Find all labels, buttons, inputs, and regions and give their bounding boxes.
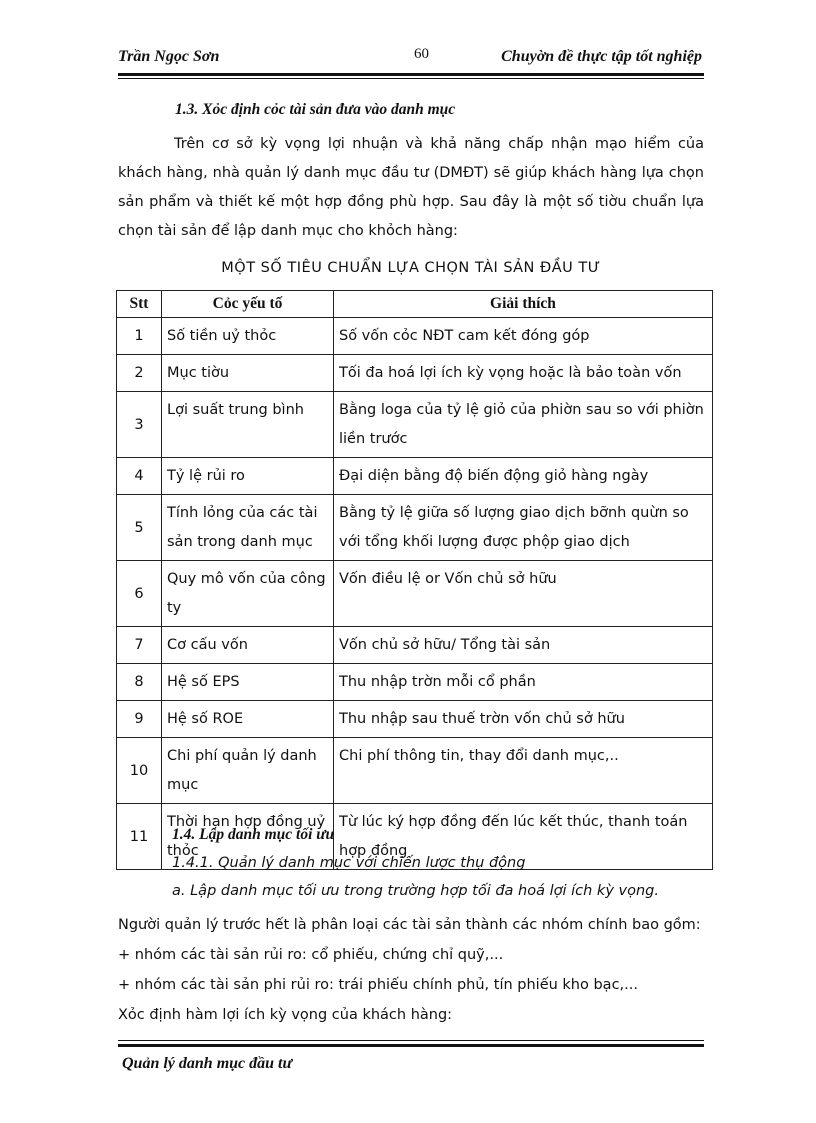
cell-stt: 11	[117, 804, 162, 870]
cell-explanation: Số vốn cỏc NĐT cam kết đóng góp	[334, 318, 713, 355]
cell-stt: 3	[117, 392, 162, 458]
cell-explanation: Từ lúc ký hợp đồng đến lúc kết thúc, thanh toán hợp đồng	[334, 804, 713, 870]
section-1-4-title: 1.4. Lập danh mục tối ưu	[172, 826, 335, 843]
cell-factor: Chi phí quản lý danh mục	[162, 738, 334, 804]
table-row	[117, 627, 713, 664]
cell-stt: 9	[117, 701, 162, 738]
cell-explanation: Bằng loga của tỷ lệ giỏ của phiờn sau so với phiờn liền trước	[334, 392, 713, 458]
table-row	[117, 355, 713, 392]
cell-stt: 4	[117, 458, 162, 495]
cell-explanation: Đại diện bằng độ biến động giỏ hàng ngày	[334, 458, 713, 495]
section-1-4-1-title: 1.4.1. Quản lý danh mục với chiến lược thụ động	[172, 855, 526, 871]
cell-factor: Hệ số ROE	[162, 701, 334, 738]
page-header	[118, 46, 702, 72]
cell-factor: Thời hạn hợp đồng uỷ thỏc	[162, 804, 334, 870]
footer-rule-thin	[118, 1040, 704, 1041]
header-factor: Cỏc yếu tố	[162, 291, 334, 318]
section-1-4-1-a-title: a. Lập danh mục tối ưu trong trường hợp tối đa hoá lợi ích kỳ vọng.	[172, 883, 659, 899]
header-rule-thin	[118, 78, 704, 79]
cell-explanation: Tối đa hoá lợi ích kỳ vọng hoặc là bảo toàn vốn	[334, 355, 713, 392]
header-author: Trần Ngọc Sơn	[118, 48, 220, 65]
header-doc-title: Chuyờn đề thực tập tốt nghiệp	[501, 48, 702, 65]
section-1-4-body	[118, 910, 704, 1030]
cell-factor: Số tiền uỷ thỏc	[162, 318, 334, 355]
cell-explanation: Vốn chủ sở hữu/ Tổng tài sản	[334, 627, 713, 664]
body-line: Xỏc định hàm lợi ích kỳ vọng của khách hàng:	[118, 1007, 453, 1023]
criteria-table	[116, 290, 713, 870]
header-stt: Stt	[117, 291, 162, 318]
table-row	[117, 392, 713, 458]
table-row	[117, 664, 713, 701]
cell-factor: Quy mô vốn của công ty	[162, 561, 334, 627]
body-line: + nhóm các tài sản phi rủi ro: trái phiếu chính phủ, tín phiếu kho bạc,...	[118, 977, 638, 993]
cell-explanation: Thu nhập sau thuế trờn vốn chủ sở hữu	[334, 701, 713, 738]
cell-explanation: Chi phí thông tin, thay đổi danh mục,..	[334, 738, 713, 804]
cell-factor: Cơ cấu vốn	[162, 627, 334, 664]
table-title: MỘT SỐ TIÊU CHUẨN LỰA CHỌN TÀI SẢN ĐẦU TƯ	[221, 260, 601, 276]
section-1-3-paragraph: Trên cơ sở kỳ vọng lợi nhuận và khả năng chấp nhận mạo hiểm của khách hàng, nhà quản lý danh mục đầu tư (DMĐT) sẽ giúp khách hàng lựa chọn sản phẩm và thiết kế một hợp đồng phù hợp. Sau đây là một số tiờu chuẩn lựa chọn tài sản để lập danh mục cho khỏch hàng:	[118, 136, 704, 239]
cell-stt: 2	[117, 355, 162, 392]
section-1-3-title: 1.3. Xỏc định cỏc tài sản đưa vào danh mục	[175, 101, 456, 118]
cell-explanation: Vốn điều lệ or Vốn chủ sở hữu	[334, 561, 713, 627]
table-row	[117, 561, 713, 627]
body-line: Người quản lý trước hết là phân loại các tài sản thành các nhóm chính bao gồm:	[118, 917, 701, 933]
body-line: + nhóm các tài sản rủi ro: cổ phiếu, chứng chỉ quỹ,...	[118, 947, 504, 963]
cell-explanation: Bằng tỷ lệ giữa số lượng giao dịch bỡnh quừn so với tổng khối lượng được phộp giao dịch	[334, 495, 713, 561]
cell-explanation: Thu nhập trờn mỗi cổ phần	[334, 664, 713, 701]
table-row	[117, 495, 713, 561]
cell-factor: Tính lỏng của các tài sản trong danh mục	[162, 495, 334, 561]
cell-stt: 5	[117, 495, 162, 561]
cell-stt: 7	[117, 627, 162, 664]
table-row	[117, 738, 713, 804]
table-row	[117, 458, 713, 495]
cell-stt: 1	[117, 318, 162, 355]
table-row	[117, 701, 713, 738]
cell-stt: 6	[117, 561, 162, 627]
header-rule-thick	[118, 73, 704, 76]
table-row	[117, 318, 713, 355]
footer-rule-thick	[118, 1044, 704, 1047]
header-explanation: Giải thích	[334, 291, 713, 318]
cell-factor: Lợi suất trung bình	[162, 392, 334, 458]
cell-stt: 10	[117, 738, 162, 804]
header-page-number: 60	[414, 46, 429, 62]
cell-factor: Tỷ lệ rủi ro	[162, 458, 334, 495]
cell-stt: 8	[117, 664, 162, 701]
cell-factor: Hệ số EPS	[162, 664, 334, 701]
table-header-row	[117, 291, 713, 318]
page-footer: Quản lý danh mục đầu tư	[122, 1055, 293, 1072]
cell-factor: Mục tiờu	[162, 355, 334, 392]
